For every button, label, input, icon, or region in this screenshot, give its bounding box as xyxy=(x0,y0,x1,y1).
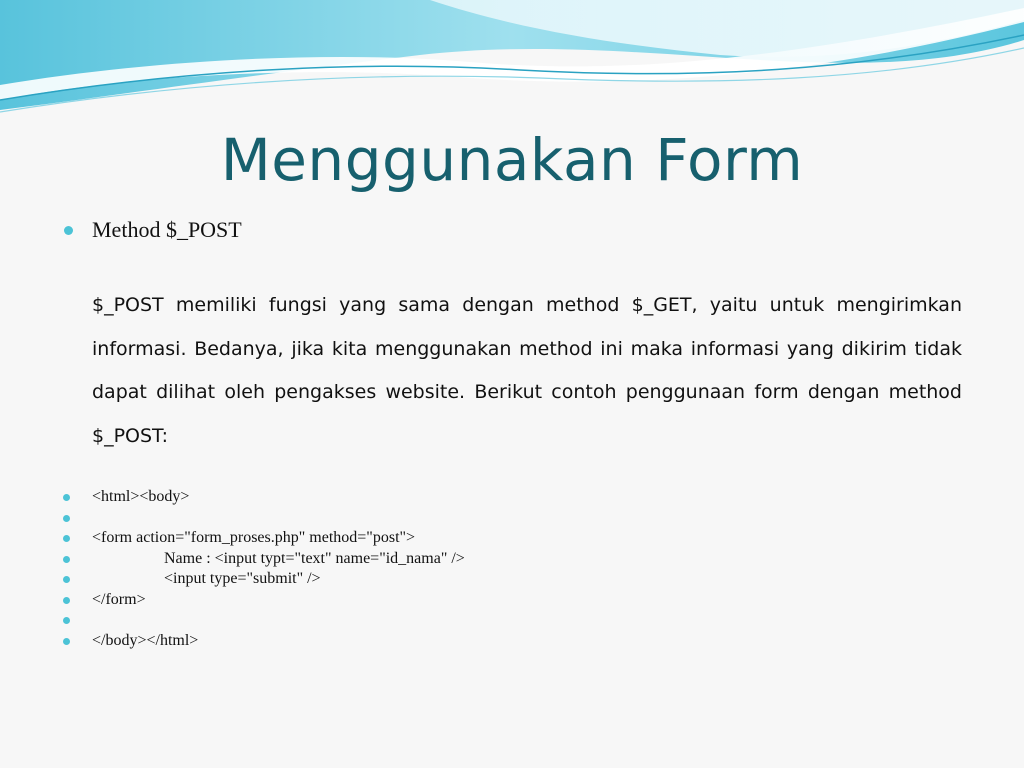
bullet-icon xyxy=(63,638,70,645)
code-line: Name : <input typt="text" name="id_nama" /> xyxy=(164,550,465,567)
description-paragraph: $_POST memiliki fungsi yang sama dengan method $_GET, yaitu untuk mengirimkan informasi. Bedanya, jika kita menggunakan method ini maka informasi yang dikirim tidak dapat dilihat oleh pengakses website. Berikut contoh penggunaan form dengan method $_POST: xyxy=(92,294,962,447)
code-line: <form action="form_proses.php" method="post"> xyxy=(92,529,416,546)
slide-title: Menggunakan Form xyxy=(220,126,804,194)
bullet-icon xyxy=(63,556,70,563)
bullet-icon xyxy=(63,515,70,522)
bullet-icon xyxy=(63,576,70,583)
code-line: <html><body> xyxy=(92,488,190,505)
code-line: </form> xyxy=(92,591,146,608)
code-line: </body></html> xyxy=(92,632,199,649)
bullet-icon xyxy=(63,494,70,501)
bullet-icon xyxy=(64,226,73,235)
bullet-method-post: Method $_POST xyxy=(92,217,242,242)
header-wave-decoration xyxy=(0,0,1024,130)
bullet-icon xyxy=(63,617,70,624)
bullet-icon xyxy=(63,597,70,604)
bullet-icon xyxy=(63,535,70,542)
code-line: <input type="submit" /> xyxy=(164,570,321,587)
